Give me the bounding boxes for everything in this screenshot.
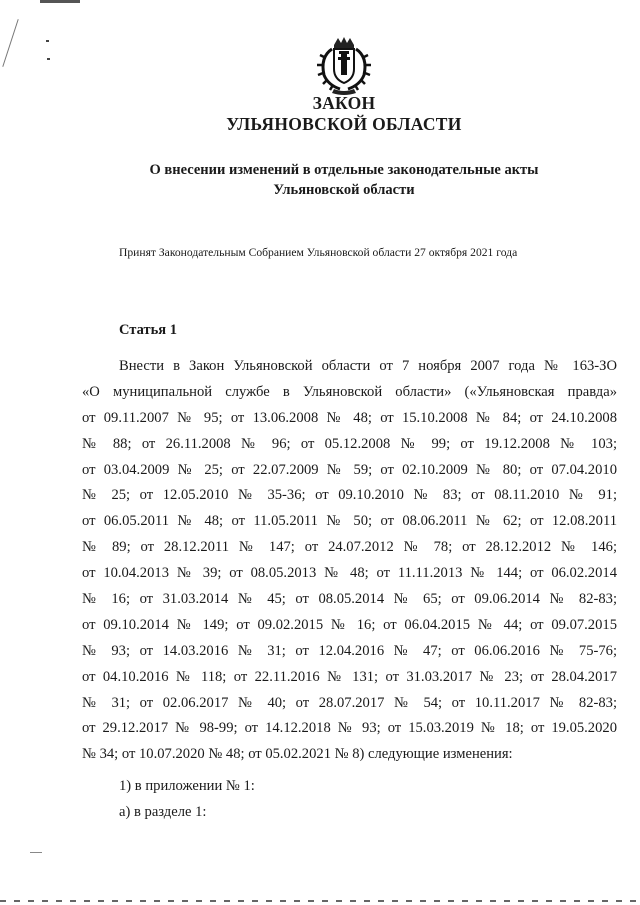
scan-artifact-edge xyxy=(2,19,18,67)
law-subtitle-line2: Ульяновской области xyxy=(273,182,415,198)
body-line: от 09.11.2007 № 95; от 13.06.2008 № 48; от 15.10.2008 № 84; от 24.10.2008 xyxy=(82,409,617,426)
body-line: от 04.10.2016 № 118; от 22.11.2016 № 131; от 31.03.2017 № 23; от 28.04.2017 xyxy=(82,668,617,685)
body-line: № 88; от 26.11.2008 № 96; от 05.12.2008 № 99; от 19.12.2008 № 103; xyxy=(82,435,617,452)
scan-artifact-dot xyxy=(47,58,50,60)
body-line: от 29.12.2017 № 98-99; от 14.12.2018 № 93; от 15.03.2019 № 18; от 19.05.2020 xyxy=(82,720,617,737)
scan-artifact-bottom xyxy=(0,900,640,902)
list-item-1a: а) в разделе 1: xyxy=(119,804,207,820)
law-title xyxy=(0,93,640,135)
scan-artifact-top xyxy=(40,0,80,3)
adoption-note: Принят Законодательным Собранием Ульяновской области 27 октября 2021 года xyxy=(119,246,518,259)
body-line: № 16; от 31.03.2014 № 45; от 08.05.2014 № 65; от 09.06.2014 № 82-83; xyxy=(82,591,617,608)
body-line: от 06.05.2011 № 48; от 11.05.2011 № 50; от 08.06.2011 № 62; от 12.08.2011 xyxy=(82,513,617,530)
scan-artifact-dot xyxy=(46,40,49,42)
coat-of-arms-emblem xyxy=(312,35,376,95)
law-title-line1: ЗАКОН xyxy=(312,93,376,113)
law-subtitle-line1: О внесении изменений в отдельные законодательные акты xyxy=(149,162,539,178)
body-line: от 03.04.2009 № 25; от 22.07.2009 № 59; от 02.10.2009 № 80; от 07.04.2010 xyxy=(82,461,617,478)
article-heading: Статья 1 xyxy=(119,322,177,338)
scan-artifact-dot xyxy=(30,852,42,853)
law-title-line2: УЛЬЯНОВСКОЙ ОБЛАСТИ xyxy=(226,114,462,134)
list-item-1: 1) в приложении № 1: xyxy=(119,778,255,794)
body-line: от 09.10.2014 № 149; от 09.02.2015 № 16; от 06.04.2015 № 44; от 09.07.2015 xyxy=(82,616,617,633)
body-line: № 25; от 12.05.2010 № 35-36; от 09.10.2010 № 83; от 08.11.2010 № 91; xyxy=(82,487,617,504)
article-body xyxy=(82,354,617,768)
body-line: от 10.04.2013 № 39; от 08.05.2013 № 48; от 11.11.2013 № 144; от 06.02.2014 xyxy=(82,565,617,582)
law-subtitle xyxy=(0,160,640,200)
body-line: № 93; от 14.03.2016 № 31; от 12.04.2016 № 47; от 06.06.2016 № 75-76; xyxy=(82,642,617,659)
body-line: № 31; от 02.06.2017 № 40; от 28.07.2017 № 54; от 10.11.2017 № 82-83; xyxy=(82,694,617,711)
body-line: Внести в Закон Ульяновской области от 7 ноября 2007 года № 163-ЗО xyxy=(119,358,617,374)
body-line: № 89; от 28.12.2011 № 147; от 24.07.2012 № 78; от 28.12.2012 № 146; xyxy=(82,539,617,556)
body-line: № 34; от 10.07.2020 № 48; от 05.02.2021 № 8) следующие изменения: xyxy=(82,746,513,763)
body-line: «О муниципальной службе в Ульяновской области» («Ульяновская правда» xyxy=(82,383,617,400)
